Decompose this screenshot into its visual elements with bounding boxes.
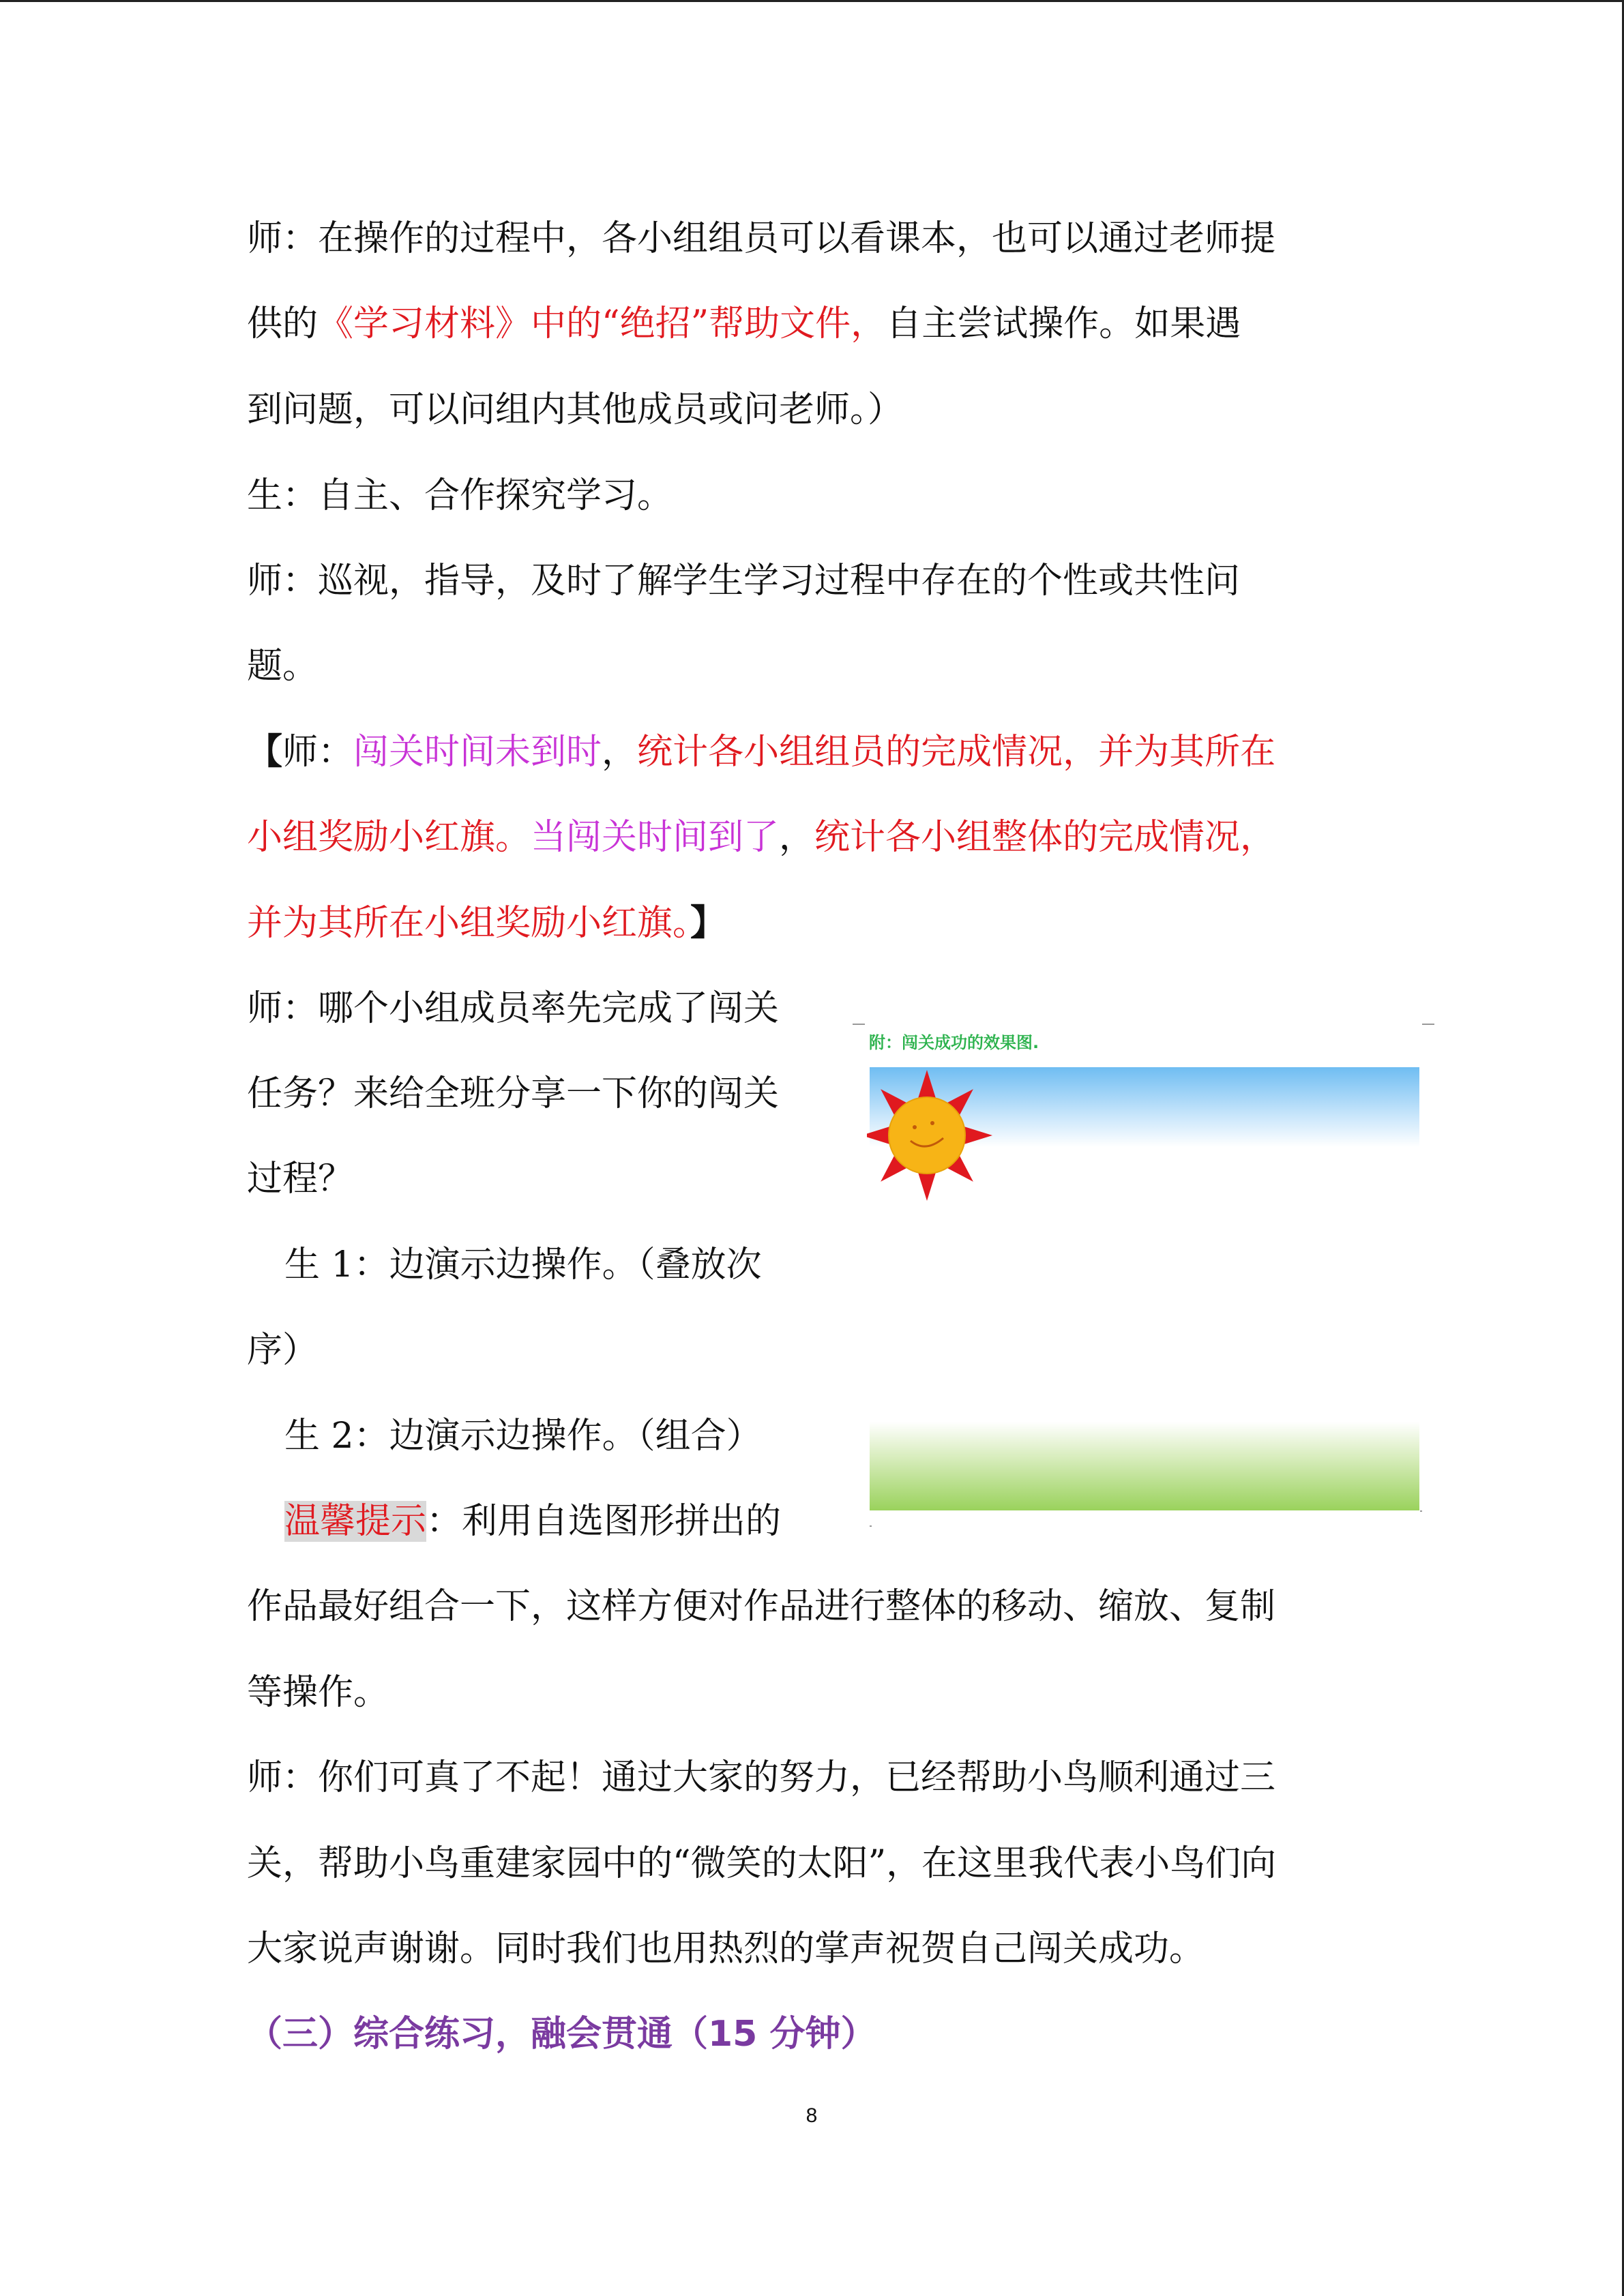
text-segment: 小组奖励小红旗。: [247, 817, 531, 858]
page-border-top: [0, 0, 1624, 2]
text-segment: ：利用自选图形拼出的: [426, 1501, 782, 1542]
text-line: [247, 1756, 1275, 1800]
figure-corner-mark: [870, 1525, 872, 1527]
text-segment: ，: [602, 732, 638, 773]
text-segment: 师：: [282, 732, 354, 773]
text-segment: 【: [247, 731, 283, 773]
text-segment: 作品最好组合一下，这样方便对作品进行整体的移动、缩放、复制: [247, 1586, 1276, 1627]
text-line: [284, 1500, 781, 1543]
text-segment: 当闯关时间到了: [531, 817, 780, 858]
text-segment: 序）: [247, 1330, 319, 1371]
text-segment: 《学习材料》中的“绝招”帮助文件，: [318, 303, 887, 344]
page-number: 8: [806, 2104, 818, 2127]
text-segment: 温馨提示: [284, 1501, 427, 1542]
text-line: [247, 217, 1275, 260]
text-segment: 供的: [247, 303, 319, 344]
figure-corner-mark: [853, 1024, 865, 1025]
text-line: [247, 816, 1275, 859]
text-segment: 统计各小组组员的完成情况，并为其所在: [637, 732, 1276, 773]
text-line: [247, 1671, 389, 1714]
text-segment: 师：哪个小组成员率先完成了闯关: [247, 988, 780, 1029]
section-heading: [247, 2012, 876, 2056]
text-line: [247, 987, 779, 1030]
text-line: [247, 730, 1275, 774]
text-line: [247, 474, 673, 518]
figure-corner-mark: [1420, 1510, 1422, 1512]
text-segment: 统计各小组整体的完成情况，: [814, 817, 1276, 858]
text-segment: 等操作。: [247, 1672, 389, 1713]
text-line: [247, 559, 1240, 603]
text-segment: 师：巡视，指导，及时了解学生学习过程中存在的个性或共性问: [247, 561, 1241, 601]
text-segment: 生：自主、合作探究学习。: [247, 475, 673, 516]
text-line: [247, 1072, 779, 1116]
text-segment: ，: [779, 817, 815, 858]
figure-caption: 附：闯关成功的效果图.: [869, 1033, 1039, 1052]
text-segment: 生 2：边演示边操作。（组合）: [284, 1416, 762, 1457]
text-line: [247, 388, 903, 432]
text-line: [247, 1328, 318, 1372]
text-segment: 任务？来给全班分享一下你的闯关: [247, 1073, 780, 1114]
text-segment: 生 1：边演示边操作。（叠放次: [284, 1244, 762, 1285]
text-line: [247, 1585, 1275, 1628]
text-line: [284, 1243, 762, 1287]
text-segment: 师：在操作的过程中，各小组组员可以看课本，也可以通过老师提: [247, 218, 1276, 259]
text-line: [247, 1157, 353, 1201]
text-segment: 到问题，可以问组内其他成员或问老师。）: [247, 389, 904, 430]
text-segment: 大家说声谢谢。同时我们也用热烈的掌声祝贺自己闯关成功。: [247, 1928, 1205, 1969]
text-line: [247, 901, 726, 945]
text-line: [284, 1414, 762, 1458]
result-figure: [853, 1019, 1436, 1534]
text-segment: （三）综合练习，融会贯通（15 分钟）: [247, 2014, 876, 2055]
text-segment: 并为其所在小组奖励小红旗。: [247, 903, 691, 944]
smiling-sun-icon: [867, 1067, 1003, 1204]
text-segment: 】: [690, 902, 726, 944]
text-line: [247, 644, 318, 688]
text-segment: 题。: [247, 646, 319, 687]
figure-scene: [870, 1067, 1419, 1510]
text-segment: 闯关时间未到时: [353, 732, 602, 773]
text-segment: 师：你们可真了不起！通过大家的努力，已经帮助小鸟顺利通过三: [247, 1757, 1276, 1798]
text-segment: 关，帮助小鸟重建家园中的“微笑的太阳”，在这里我代表小鸟们向: [247, 1843, 1277, 1884]
text-segment: 过程？: [247, 1159, 354, 1199]
text-line: [247, 1927, 1205, 1971]
text-segment: 自主尝试操作。如果遇: [886, 303, 1241, 344]
figure-corner-mark: [1422, 1024, 1434, 1025]
text-line: [247, 302, 1241, 346]
text-line: [247, 1842, 1276, 1885]
